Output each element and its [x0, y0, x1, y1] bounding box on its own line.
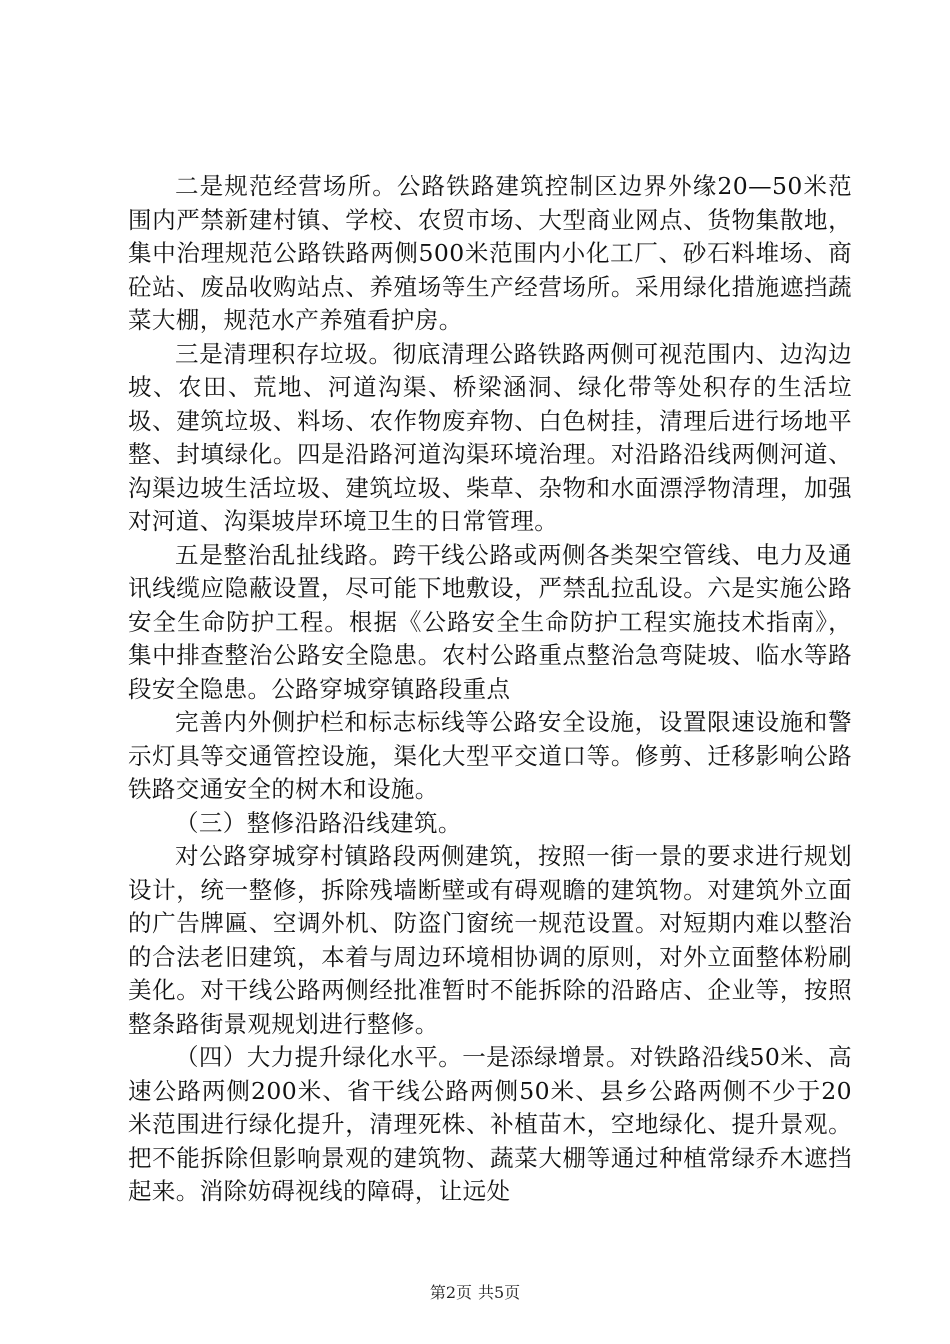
page-footer — [0, 1283, 950, 1303]
paragraph-cable-lines: 五是整治乱扯线路。跨干线公路或两侧各类架空管线、电力及通讯线缆应隐蔽设置，尽可能下地敷设，严禁乱拉乱设。六是实施公路安全生命防护工程。根据《公路安全生命防护工程实施技术指南》，集中排查整治公路安全隐患。农村公路重点整治急弯陡坡、临水等路段安全隐患。公路穿城穿镇路段重点 — [128, 540, 852, 703]
document-body — [128, 170, 852, 1209]
page-number: 第2页 — [429, 1283, 472, 1302]
page-total: 共5页 — [478, 1283, 521, 1302]
paragraph-regulate-business-sites: 二是规范经营场所。公路铁路建筑控制区边界外缘20—50米范围内严禁新建村镇、学校、农贸市场、大型商业网点、货物集散地，集中治理规范公路铁路两侧500米范围内小化工厂、砂石料堆场、商砼站、废品收购站点、养殖场等生产经营场所。采用绿化措施遮挡蔬菜大棚，规范水产养殖看护房。 — [128, 172, 852, 334]
paragraph-greening: （四）大力提升绿化水平。一是添绿增景。对铁路沿线50米、高速公路两侧200米、省干线公路两侧50米、县乡公路两侧不少于20米范围进行绿化提升，清理死株、补植苗木，空地绿化、提升景观。把不能拆除但影响景观的建筑物、蔬菜大棚等通过种植常绿乔木遮挡起来。消除妨碍视线的障碍，让远处 — [128, 1043, 852, 1205]
section-heading-buildings: （三）整修沿路沿线建筑。 — [175, 808, 462, 837]
paragraph-building-renovation: 对公路穿城穿村镇路段两侧建筑，按照一街一景的要求进行规划设计，统一整修，拆除残墙断壁或有碍观瞻的建筑物。对建筑外立面的广告牌匾、空调外机、防盗门窗统一规范设置。对短期内难以整治的合法老旧建筑，本着与周边环境相协调的原则，对外立面整体粉刷美化。对干线公路两侧经批准暂时不能拆除的沿路店、企业等，按照整条路街景观规划进行整修。 — [128, 842, 852, 1038]
paragraph-clear-garbage: 三是清理积存垃圾。彻底清理公路铁路两侧可视范围内、边沟边坡、农田、荒地、河道沟渠、桥梁涵洞、绿化带等处积存的生活垃圾、建筑垃圾、料场、农作物废弃物、白色树挂，清理后进行场地平整、封填绿化。四是沿路河道沟渠环境治理。对沿路沿线两侧河道、沟渠边坡生活垃圾、建筑垃圾、柴草、杂物和水面漂浮物清理，加强对河道、沟渠坡岸环境卫生的日常管理。 — [128, 339, 852, 535]
paragraph-safety-facilities: 完善内外侧护栏和标志标线等公路安全设施，设置限速设施和警示灯具等交通管控设施，渠化大型平交道口等。修剪、迁移影响公路铁路交通安全的树木和设施。 — [128, 708, 852, 803]
